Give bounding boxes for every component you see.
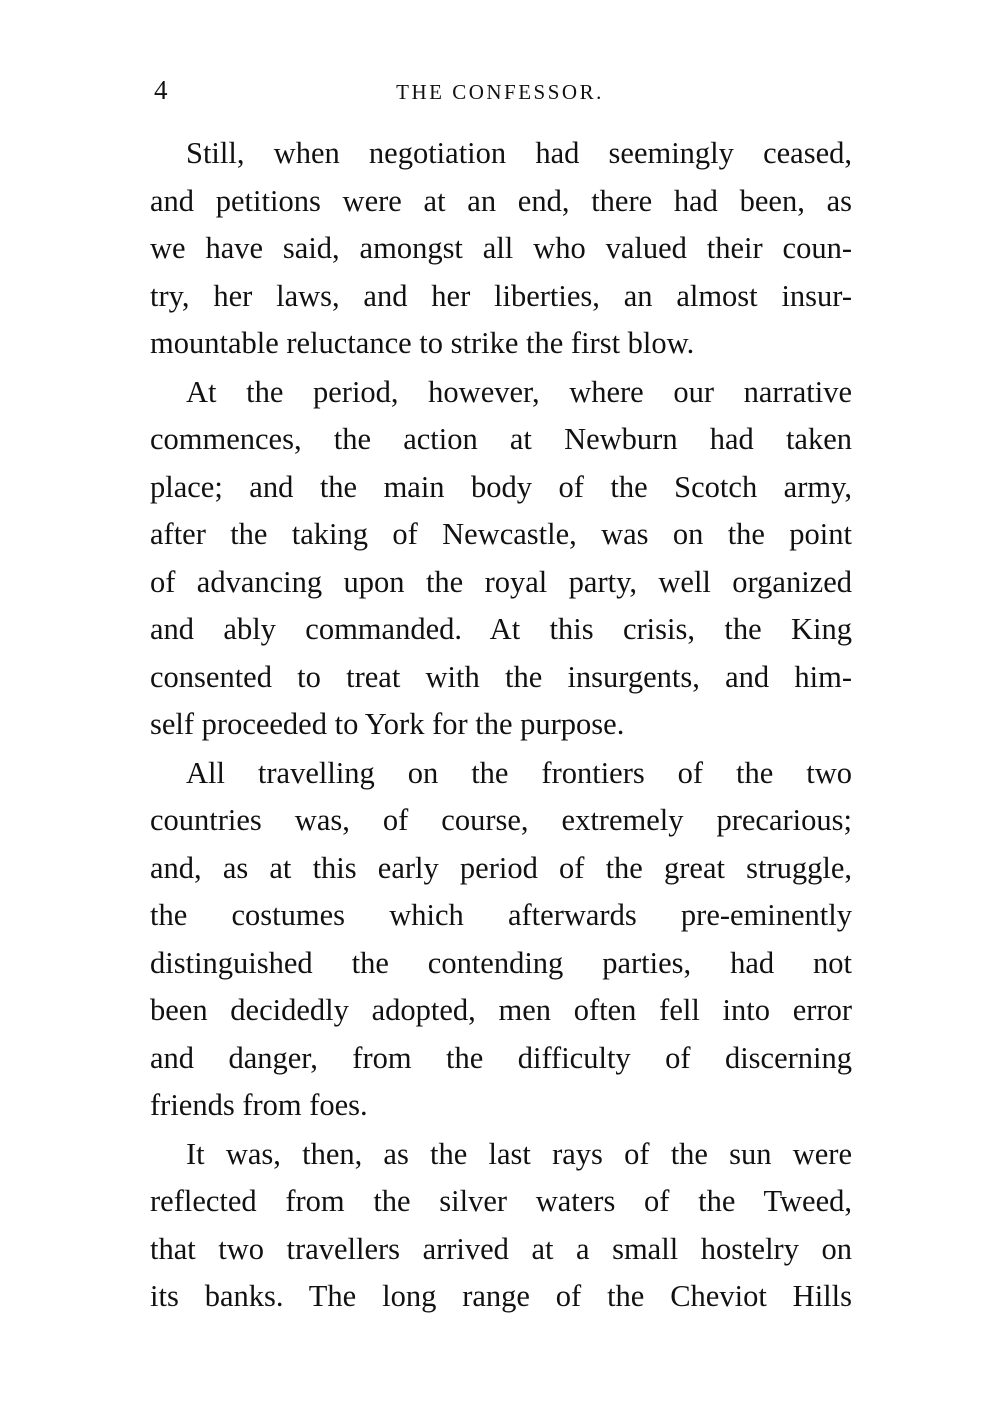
text-line: At the period, however, where our narrative — [186, 374, 852, 409]
running-head: THE CONFESSOR. — [396, 80, 604, 104]
text-line: mountable reluctance to strike the first blow. — [150, 326, 695, 360]
body-text — [150, 130, 852, 1322]
text-line: we have said, amongst all who valued their coun- — [150, 231, 852, 265]
text-line: All travelling on the frontiers of the two — [186, 755, 852, 790]
text-line: and danger, from the difficulty of discerning — [150, 1040, 852, 1075]
text-line: that two travellers arrived at a small hostelry on — [150, 1231, 852, 1266]
text-line: and, as at this early period of the great struggle, — [150, 850, 852, 885]
text-line: commences, the action at Newburn had taken — [150, 422, 852, 456]
text-line: It was, then, as the last rays of the sun were — [186, 1136, 852, 1171]
text-line: friends from foes. — [150, 1088, 368, 1122]
paragraph — [150, 130, 852, 368]
text-line: and ably commanded. At this crisis, the King — [150, 612, 852, 646]
text-line: after the taking of Newcastle, was on the point — [150, 517, 852, 551]
text-line: self proceeded to York for the purpose. — [150, 707, 625, 741]
page-number: 4 — [154, 75, 168, 105]
text-line: place; and the main body of the Scotch army, — [150, 469, 852, 504]
paragraph — [150, 1131, 852, 1321]
text-line: try, her laws, and her liberties, an almost insur- — [150, 278, 852, 313]
text-line: the costumes which afterwards pre-eminently — [150, 898, 852, 932]
page-header — [150, 72, 850, 112]
paragraph — [150, 750, 852, 1130]
text-line: countries was, of course, extremely precarious; — [150, 803, 852, 837]
text-line: Still, when negotiation had seemingly ceased, — [186, 136, 852, 170]
text-line: of advancing upon the royal party, well organized — [150, 564, 852, 599]
text-line: its banks. The long range of the Cheviot Hills — [150, 1279, 852, 1313]
text-line: reflected from the silver waters of the Tweed, — [150, 1184, 852, 1218]
paragraph — [150, 369, 852, 749]
text-line: consented to treat with the insurgents, and him- — [150, 659, 852, 694]
text-line: and petitions were at an end, there had been, as — [150, 183, 852, 218]
text-line: been decidedly adopted, men often fell into error — [150, 993, 852, 1027]
text-line: distinguished the contending parties, had not — [150, 945, 852, 980]
